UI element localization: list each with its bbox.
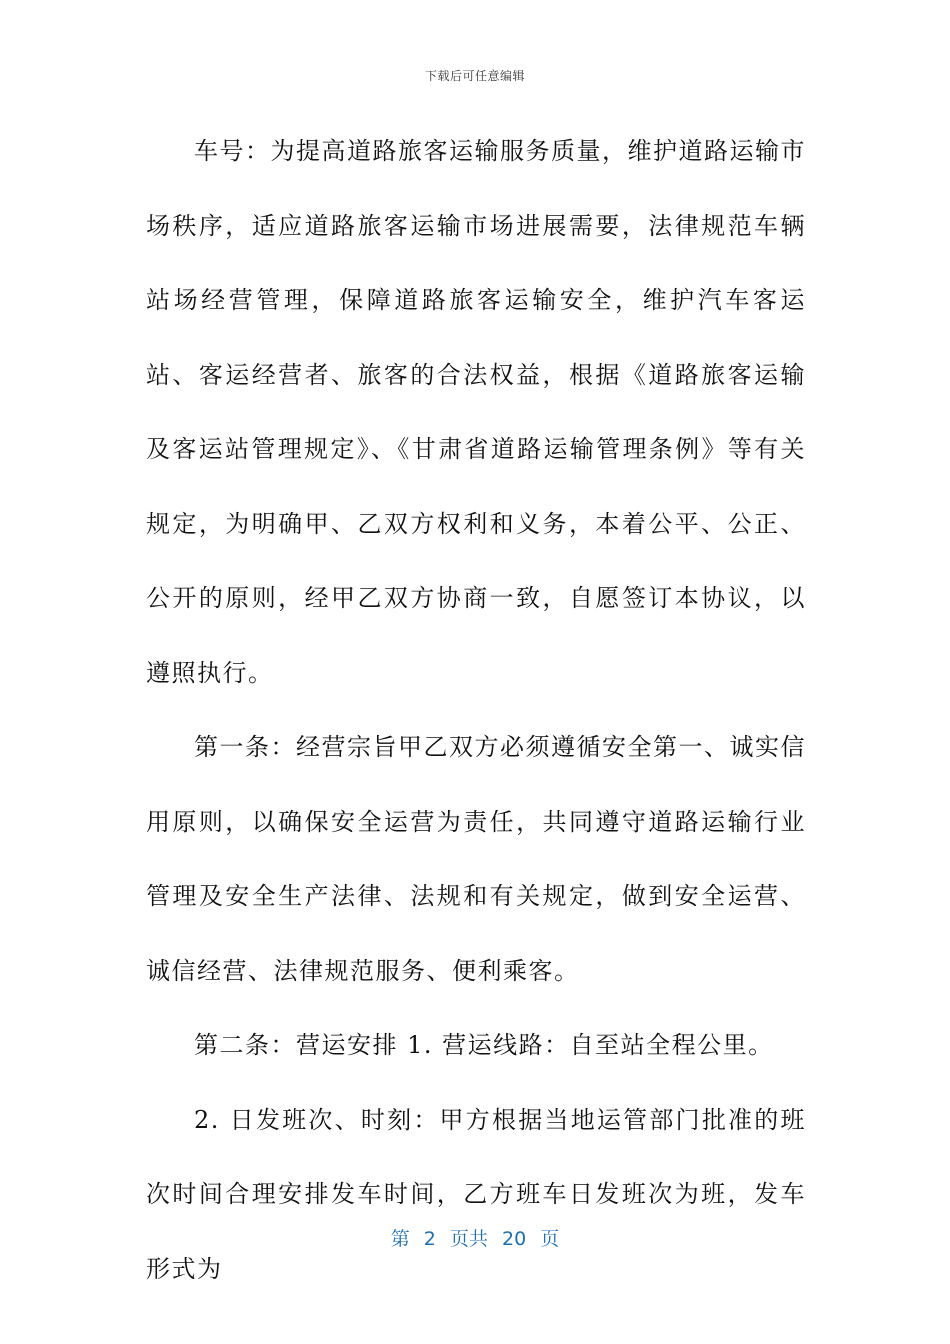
page-number-footer xyxy=(0,1224,950,1251)
footer-middle: 页共 xyxy=(449,1228,488,1250)
paragraph-article-1: 第一条：经营宗旨甲乙双方必须遵循安全第一、诚实信用原则，以确保安全运营为责任，共同遵守道路运输行业管理及安全生产法律、法规和有关规定，做到安全运营、诚信经营、法律规范服务、便利乘客。 xyxy=(146,733,806,985)
paragraph-article-2: 第二条：营运安排 1. 营运线路：自至站全程公里。 xyxy=(194,1031,774,1059)
footer-suffix: 页 xyxy=(540,1228,560,1250)
document-body xyxy=(146,114,806,1306)
paragraph-intro: 车号：为提高道路旅客运输服务质量，维护道路运输市场秩序，适应道路旅客运输市场进展需要，法律规范车辆站场经营管理，保障道路旅客运输安全，维护汽车客运站、客运经营者、旅客的合法权益，根据《道路旅客运输及客运站管理规定》、《甘肃省道路运输管理条例》等有关规定，为明确甲、乙双方权利和义务，本着公平、公正、公开的原则，经甲乙双方协商一致，自愿签订本协议，以遵照执行。 xyxy=(146,137,806,687)
footer-prefix: 第 xyxy=(390,1228,410,1250)
footer-total-pages: 20 xyxy=(502,1228,527,1250)
page-header-note: 下载后可任意编辑 xyxy=(424,69,525,83)
footer-current-page: 2 xyxy=(423,1228,436,1250)
paragraph-article-2-item-2: 2. 日发班次、时刻：甲方根据当地运管部门批准的班次时间合理安排发车时间，乙方班车日发班次为班，发车形式为 xyxy=(146,1105,806,1283)
